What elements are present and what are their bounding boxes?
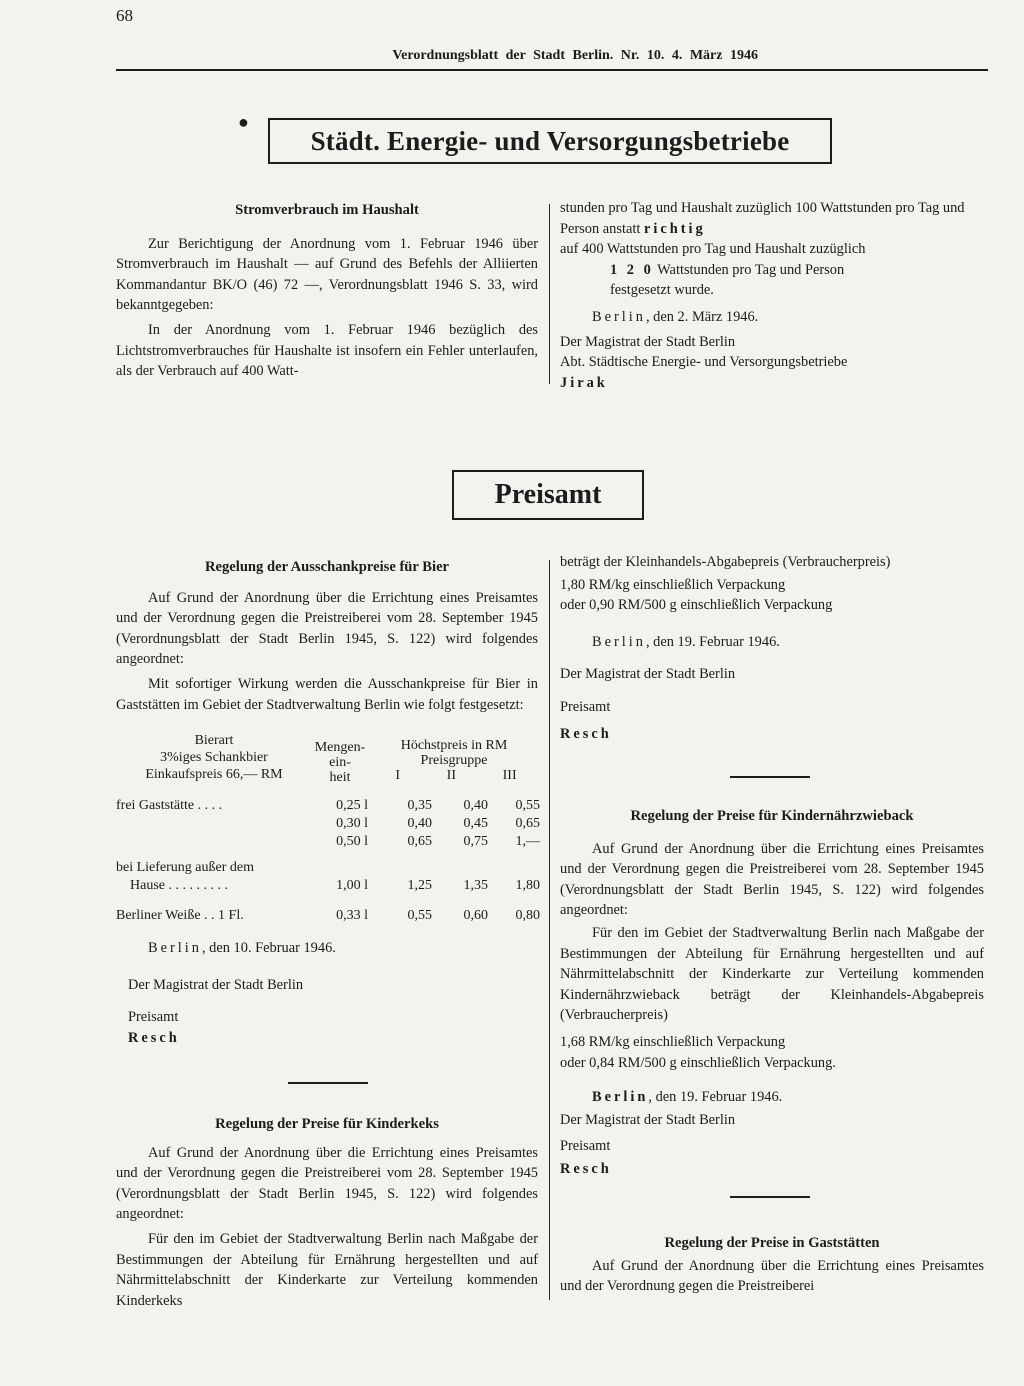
section-title-energie: Städt. Energie- und Versorgungsbetriebe [268,118,832,164]
keks-column [116,1114,538,1311]
keks-paragraph-2: Für den im Gebiet der Stadtverwaltung Berlin nach Maßgabe der Bestimmungen der Abteilung für Ernährung hergestellten und auf Nährmittelabschnitt der Kinderkarte zur Verteilung kommenden Kinderkeks [116,1230,538,1309]
strom-richtig: richtig [643,220,706,237]
zwieback-paragraph-2: Für den im Gebiet der Stadtverwaltung Berlin nach Maßgabe der Bestimmungen der Abteilung für Ernährung hergestellten und auf Nährmittelabschnitt der Kinderkarte zur Verteilung kommenden Kindernährzwieback beträgt der Kleinhandels-Abgabepreis (Verbraucherpreis) [560,924,984,1024]
bier-sig-1: Der Magistrat der Stadt Berlin [128,976,304,993]
keks-heading: Regelung der Preise für Kinderkeks [215,1116,439,1132]
keks-paragraph-1: Auf Grund der Anordnung über die Errichtung eines Preisamtes und der Verordnung gegen die Preistreiberei vom 28. September 1945 (Verordnungsblatt der Stadt Berlin 1945, S. 122) wird folgendes angeordnet: [116,1144,538,1223]
keks-date: Berlin, den 19. Februar 1946. [592,633,780,650]
strom-sig-2: Abt. Städtische Energie- und Versorgungsbetriebe [560,354,848,371]
col-hoechstpreis: Höchstpreis in RM Preisgruppe I II III [395,738,517,783]
bier-paragraph-2: Mit sofortiger Wirkung werden die Ausschankpreise für Bier in Gaststätten im Gebiet der Stadtverwaltung Berlin wie folgt festgesetzt: [116,675,538,713]
strom-date [560,307,982,328]
strom-sig-1: Der Magistrat der Stadt Berlin [560,333,736,350]
bier-date: Berlin, den 10. Februar 1946. [148,940,336,956]
column-divider-2 [549,560,550,1300]
col-group-II: II [446,768,456,783]
table-row: frei Gaststätte . . . . 0,25 l 0,35 0,40 0,55 [116,798,540,813]
strom-cont-4: festgesetzt wurde. [610,282,714,299]
gast-column [560,1233,984,1297]
zwieback-date: Berlin, den 19. Februar 1946. [592,1089,783,1106]
table-row: Berliner Weiße . . 1 Fl. 0,33 l 0,55 0,60 0,80 [116,908,540,923]
keks-continuation [560,552,984,744]
bier-column [116,557,538,715]
bier-paragraph-1: Auf Grund der Anordnung über die Errichtung eines Preisamtes und der Verordnung gegen die Preistreiberei vom 28. September 1945 (Verordnungsblatt der Stadt Berlin 1945, S. 122) wird folgendes angeordnet: [116,589,538,668]
keks-price-1: 1,80 RM/kg einschließlich Verpackung [560,576,786,593]
column-divider-1 [549,204,550,384]
strom-paragraph-1: Zur Berichtigung der Anordnung vom 1. Februar 1946 über Stromverbrauch im Haushalt — auf Grund des Befehls der Alliierten Kommandantur BK/O (46) 72 —, Verordnungsblatt 1946 S. 33, wird bekanntgegeben: [116,235,538,314]
zwieback-column [560,806,984,1180]
col-group-III: III [502,768,517,783]
strom-paragraph-2: In der Anordnung vom 1. Februar 1946 bezüglich des Lichtstromverbrauches für Haushalte ist insofern ein Fehler unterlaufen, als der Verbrauch auf 400 Watt- [116,321,538,380]
table-row: 0,50 l 0,65 0,75 1,— [336,834,540,849]
gast-paragraph-1: Auf Grund der Anordnung über die Errichtung eines Preisamtes und der Verordnung gegen die Preistreiberei [560,1257,984,1295]
zwieback-sig-3: Resch [560,1160,612,1177]
bier-price-table [116,732,540,925]
zwieback-paragraph-1: Auf Grund der Anordnung über die Errichtung eines Preisamtes und der Verordnung gegen die Preistreiberei vom 28. September 1945 (Verordnungsblatt der Stadt Berlin 1945, S. 122) wird folgendes angeordnet: [560,840,984,919]
strom-heading: Stromverbrauch im Haushalt [235,202,419,218]
col-bierart: Bierart 3%iges Schankbier Einkaufspreis 66,— RM [145,733,283,782]
strom-sig-3: Jirak [560,374,608,391]
zwieback-heading: Regelung der Preise für Kindernährzwieback [630,808,914,824]
col-group-I: I [395,768,400,783]
separator-rule [730,1196,810,1198]
running-head: Verordnungsblatt der Stadt Berlin. Nr. 10. 4. März 1946 [392,48,758,63]
bier-sig-3: Resch [128,1029,180,1046]
keks-sig-1: Der Magistrat der Stadt Berlin [560,666,736,683]
strom-cont-1: stunden pro Tag und Haushalt zuzüglich 100 Wattstunden pro Tag und Person anstatt [560,200,965,237]
bier-sig-2: Preisamt [128,1009,179,1026]
table-row: bei Lieferung außer dem [116,860,254,875]
strom-date-rest: , den 2. März 1946. [645,308,759,325]
keks-cont-1: beträgt der Kleinhandels-Abgabepreis (Verbraucherpreis) [560,554,891,570]
col-mengeneinheit: Mengen- ein- heit [314,740,366,785]
separator-rule [288,1082,368,1084]
bullet-mark: ● [238,112,249,132]
zwieback-price-2: oder 0,84 RM/500 g einschließlich Verpackung. [560,1054,836,1071]
table-row: Hause . . . . . . . . . 1,00 l 1,25 1,35 1,80 [130,878,540,893]
zwieback-price-1: 1,68 RM/kg einschließlich Verpackung [560,1033,786,1050]
zwieback-sig-2: Preisamt [560,1138,611,1155]
gast-heading: Regelung der Preise in Gaststätten [664,1235,880,1251]
strom-right-column [560,198,982,393]
bier-heading: Regelung der Ausschankpreise für Bier [204,559,450,575]
strom-cont-3-number: 1 2 0 [610,261,654,278]
strom-cont-2: auf 400 Wattstunden pro Tag und Haushalt zuzüglich [560,241,866,258]
section-title-preisamt: Preisamt [452,470,644,520]
strom-cont-3 [560,260,982,281]
table-header-row [116,732,540,785]
strom-cont-3-text: Wattstunden pro Tag und Person [657,261,845,278]
table-row: 0,30 l 0,40 0,45 0,65 [336,816,540,831]
keks-sig-3: Resch [560,725,612,742]
zwieback-sig-1: Der Magistrat der Stadt Berlin [560,1111,736,1128]
page-number: 68 [116,6,133,25]
keks-sig-2: Preisamt [560,698,611,715]
strom-continuation [560,198,982,239]
bier-signature-block [116,938,538,1048]
separator-rule [730,776,810,778]
strom-left-column [116,200,538,382]
header-rule [116,69,988,71]
strom-date-city: Berlin [592,308,646,325]
keks-price-2: oder 0,90 RM/500 g einschließlich Verpackung [560,597,833,614]
